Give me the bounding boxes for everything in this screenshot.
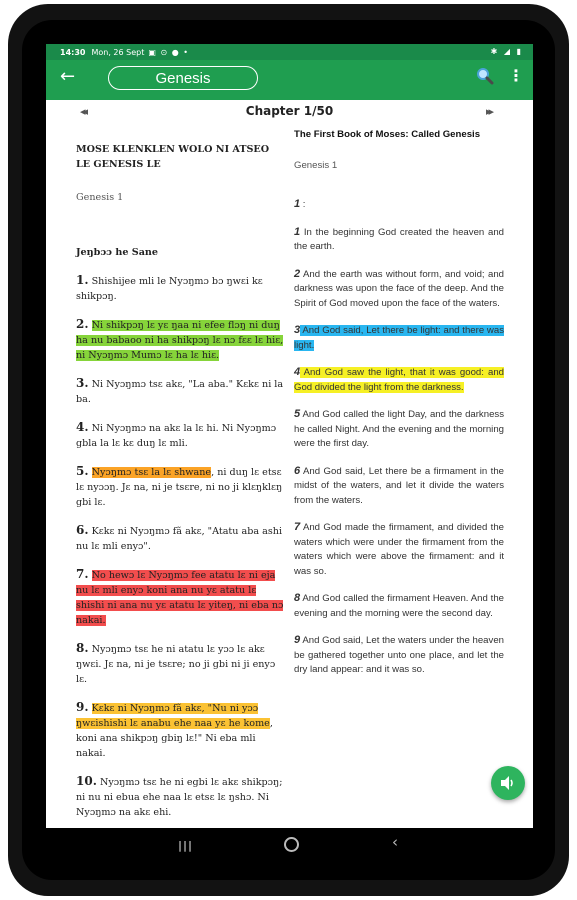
ga-verse[interactable] bbox=[76, 376, 284, 407]
app-bar bbox=[46, 60, 533, 100]
recent-apps-icon[interactable]: ||| bbox=[178, 839, 194, 852]
ga-verse-list bbox=[76, 273, 284, 828]
verse-number: 10. bbox=[76, 774, 97, 788]
english-verse[interactable] bbox=[294, 267, 504, 312]
verse-text: And God made the firmament, and divided the waters which were under the firmament from the waters which were above the firmament: and it was so. bbox=[294, 522, 504, 577]
verse-number: 7 bbox=[294, 521, 301, 533]
ga-verse[interactable] bbox=[76, 273, 284, 304]
audio-play-button[interactable] bbox=[491, 766, 525, 800]
ga-verse[interactable] bbox=[76, 523, 284, 554]
chapter-bar bbox=[46, 100, 533, 124]
english-verse[interactable] bbox=[294, 407, 504, 452]
verse-number: 3. bbox=[76, 376, 89, 390]
english-verse[interactable] bbox=[294, 591, 504, 621]
ga-verse[interactable] bbox=[76, 464, 284, 510]
status-bar bbox=[46, 44, 533, 60]
verse-text: Kɛkɛ ni Nyɔŋmɔ fã akɛ, "Atatu aba ashi nu lɛ mli enyɔ". bbox=[76, 526, 283, 552]
verse-text: Ni shikpɔŋ lɛ yɛ ŋaa ni efee flɔŋ ni duŋ ha nu babaoo ni ha shikpɔŋ lɛ nɔ fɛɛ lɛ hiɛ, ni Nyɔŋmɔ Mumɔ lɛ ha lɛ hiɛ. bbox=[76, 320, 284, 361]
verse-text: And God called the light Day, and the darkness he called Night. And the evening and the morning were the first day. bbox=[294, 409, 504, 449]
search-icon[interactable] bbox=[476, 67, 494, 89]
app-screen bbox=[46, 44, 533, 828]
ga-translation-column bbox=[76, 142, 284, 828]
verse-text: Nyɔŋmɔ tsɛ he ni atatu lɛ yɔɔ lɛ akɛ ŋwɛi. Jɛ na, ni je tsɛre; no ji gbi ni ji enyɔ lɛ. bbox=[76, 644, 276, 685]
ga-section-heading: Jeŋbɔɔ he Sane bbox=[76, 247, 158, 258]
ga-verse[interactable] bbox=[76, 317, 284, 363]
status-time: 14:30 bbox=[60, 47, 86, 57]
verse-number: 5. bbox=[76, 464, 89, 478]
verse-number: 6 bbox=[294, 464, 301, 477]
verse-number: 1. bbox=[76, 273, 89, 287]
verse-number: 7. bbox=[76, 567, 89, 581]
english-verse[interactable] bbox=[294, 520, 504, 579]
ga-book-title: MOSE KLENKLEN WOLO NI ATSEO LE GENESIS LE bbox=[76, 144, 270, 170]
highlighted-text: Kɛkɛ ni Nyɔŋmɔ fã akɛ, "Nu ni yɔɔ ŋwɛishishi lɛ anabu ehe naa yɛ he kome bbox=[76, 703, 270, 729]
verse-text: Ni Nyɔŋmɔ na akɛ la lɛ hi. Ni Nyɔŋmɔ gbla la lɛ kɛ duŋ lɛ mli. bbox=[76, 423, 277, 449]
previous-chapter-icon[interactable]: ◂◂ bbox=[80, 105, 86, 118]
verse-text: No hewɔ lɛ Nyɔŋmɔ fee atatu lɛ ni eja nu lɛ mli enyɔ koni ana nu yɛ atatu lɛ shishi ni ana nu yɛ atatu lɛ yiteŋ, ni eba nɔ nakai. bbox=[76, 570, 284, 626]
verse-number: 2 bbox=[294, 267, 301, 280]
english-verse-list bbox=[294, 225, 504, 678]
verse-number: 5 bbox=[294, 408, 301, 420]
chapter-label: Chapter 1/50 bbox=[245, 104, 334, 118]
verse-number: 9. bbox=[76, 700, 89, 714]
more-vert-icon[interactable]: ⋮ bbox=[508, 66, 524, 85]
english-verse[interactable] bbox=[294, 633, 504, 678]
verse-text: And God saw the light, that it was good: and God divided the light from the darkness. bbox=[294, 367, 504, 393]
verse-number: 9 bbox=[294, 634, 301, 646]
verse-number: 3 bbox=[294, 324, 301, 336]
english-chapter-subtitle: Genesis 1 bbox=[294, 159, 338, 171]
verse-number: 2. bbox=[76, 317, 89, 331]
verse-number: 4. bbox=[76, 420, 89, 434]
intro-number: 1 bbox=[294, 198, 301, 210]
ga-verse[interactable] bbox=[76, 567, 284, 628]
english-verse[interactable] bbox=[294, 365, 504, 395]
ga-verse[interactable] bbox=[76, 774, 284, 820]
notification-icons: ▣ ⊙ ● • bbox=[148, 47, 189, 57]
book-selector-button[interactable]: Genesis bbox=[108, 66, 258, 90]
verse-text: And God said, Let there be light: and there was light. bbox=[294, 325, 504, 351]
chapter-intro-line bbox=[294, 197, 504, 213]
arrow-left-icon[interactable]: ← bbox=[60, 66, 76, 87]
verse-text: , ni duŋ lɛ etsɛ lɛ nyɔɔŋ. Jɛ na, ni je tsɛre, ni no ji klɛŋklɛŋ gbi lɛ. bbox=[76, 467, 283, 508]
verse-text: In the beginning God created the heaven and the earth. bbox=[294, 226, 504, 252]
ga-chapter-subtitle: Genesis 1 bbox=[76, 192, 124, 203]
status-date: Mon, 26 Sept bbox=[91, 47, 145, 57]
verse-number: 4 bbox=[294, 366, 301, 378]
verse-text: Shishijee mli le Nyɔŋmɔ bɔ ŋwɛi kɛ shikpɔŋ. bbox=[76, 276, 263, 302]
english-verse[interactable] bbox=[294, 225, 504, 255]
verse-text: And the earth was without form, and void; and darkness was upon the face of the deep. And the Spirit of God moved upon the face of the waters. bbox=[294, 268, 504, 309]
system-nav-bar bbox=[46, 828, 533, 860]
verse-text: Nyɔŋmɔ tsɛ he ni egbi lɛ akɛ shikpɔŋ; ni nu ni ebua ehe naa lɛ etsɛ lɛ ŋshɔ. Ni Nyɔŋmɔ na akɛ ehi. bbox=[76, 777, 283, 818]
english-book-title: The First Book of Moses: Called Genesis bbox=[294, 129, 481, 140]
verse-number: 8 bbox=[294, 592, 301, 604]
english-verse[interactable] bbox=[294, 464, 504, 509]
ga-verse[interactable] bbox=[76, 420, 284, 451]
verse-text: , koni ana shikpɔŋ gbiŋ lɛ!" Ni eba mli nakai. bbox=[76, 718, 273, 759]
system-status-icons: ✱ ◢ ▮ bbox=[490, 47, 523, 56]
back-nav-icon[interactable]: ‹ bbox=[392, 833, 398, 851]
english-verse[interactable] bbox=[294, 323, 504, 353]
next-chapter-icon[interactable]: ▸▸ bbox=[486, 105, 492, 118]
home-icon[interactable] bbox=[284, 837, 299, 852]
verse-number: 1 bbox=[294, 225, 301, 238]
highlighted-text: Nyɔŋmɔ tsɛ la lɛ shwane bbox=[91, 467, 212, 478]
ga-verse[interactable] bbox=[76, 700, 284, 761]
english-translation-column bbox=[294, 128, 504, 690]
verse-text: And God said, Let there be a firmament in the midst of the waters, and let it divide the waters from the waters. bbox=[294, 465, 504, 506]
ga-verse[interactable] bbox=[76, 641, 284, 687]
verse-number: 6. bbox=[76, 523, 89, 537]
verse-text: And God called the firmament Heaven. And the evening and the morning were the second day. bbox=[294, 593, 504, 619]
verse-text: Ni Nyɔŋmɔ tsɛ akɛ, "La aba." Kɛkɛ ni la ba. bbox=[76, 379, 284, 405]
verse-text: And God said, Let the waters under the heaven be gathered together unto one place, and let the dry land appear: and it was so. bbox=[294, 635, 504, 675]
verse-number: 8. bbox=[76, 641, 89, 655]
intro-text: : bbox=[300, 199, 306, 210]
